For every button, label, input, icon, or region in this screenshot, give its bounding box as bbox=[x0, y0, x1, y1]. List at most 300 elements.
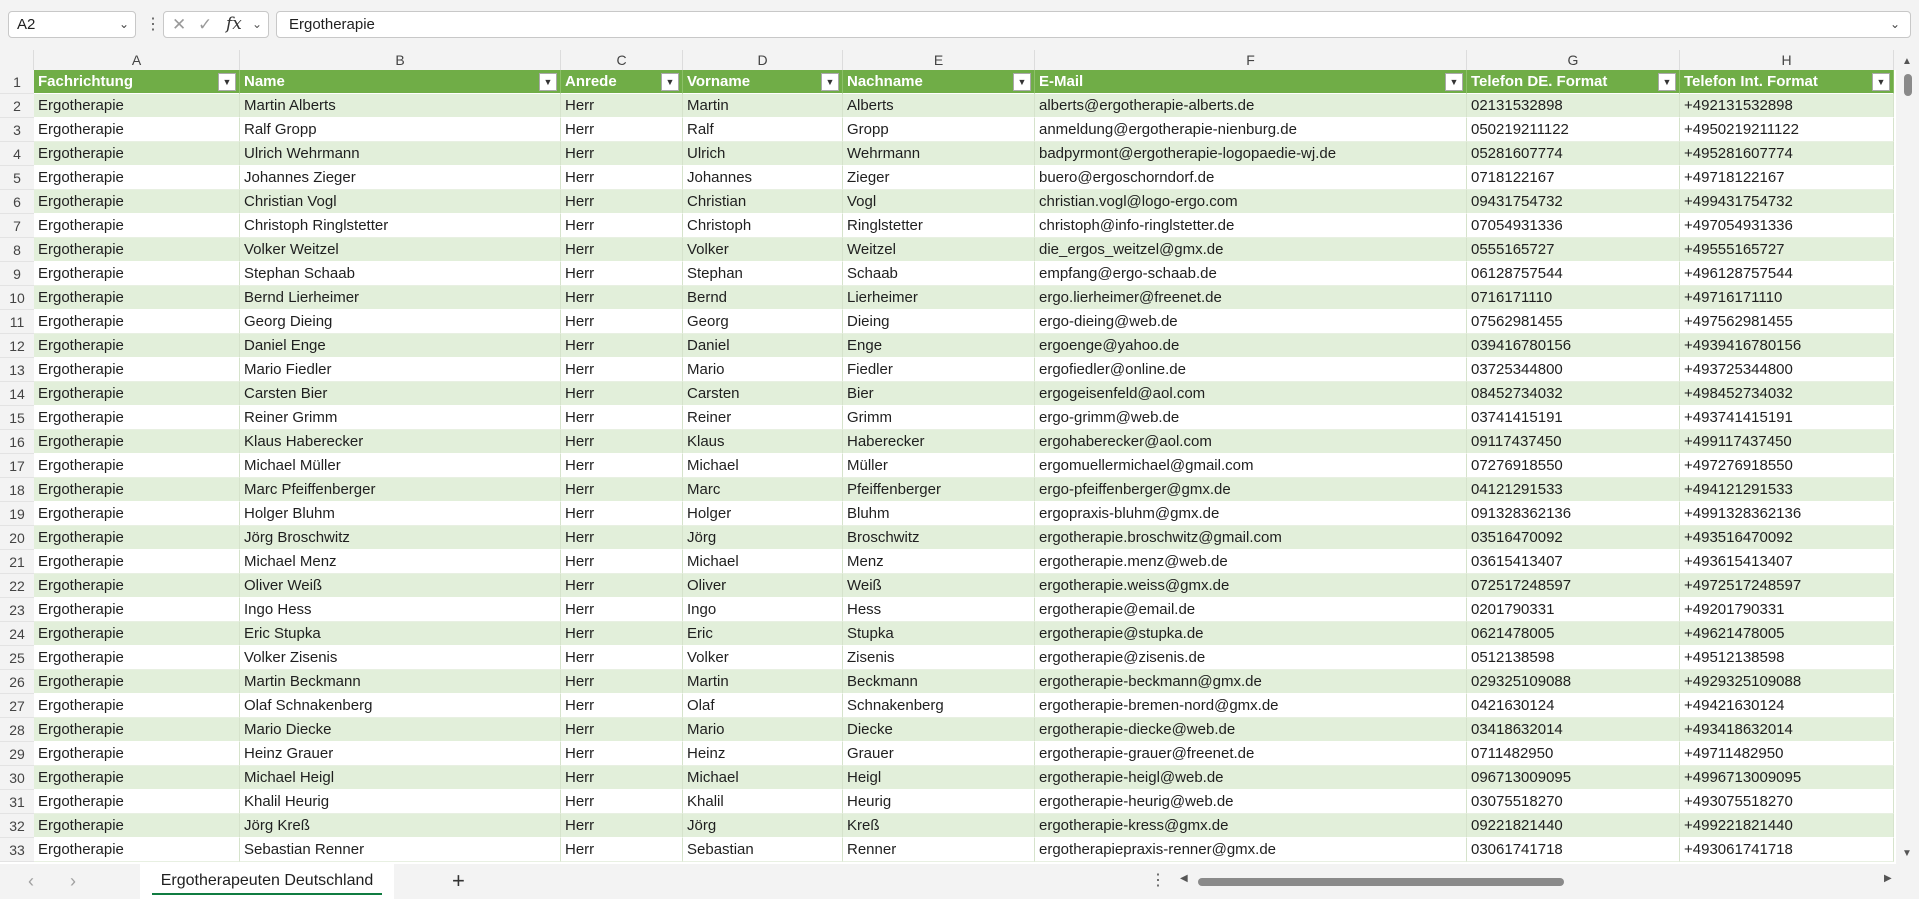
cell[interactable] bbox=[843, 598, 1035, 622]
cell[interactable] bbox=[561, 550, 683, 574]
cell[interactable] bbox=[1467, 670, 1680, 694]
cell[interactable] bbox=[1035, 622, 1467, 646]
cell[interactable] bbox=[1035, 142, 1467, 166]
cell[interactable] bbox=[1680, 622, 1894, 646]
header-cell[interactable] bbox=[1467, 70, 1680, 94]
row-number[interactable]: 12 bbox=[0, 334, 34, 358]
cell[interactable] bbox=[683, 166, 843, 190]
row-number[interactable]: 14 bbox=[0, 382, 34, 406]
cell[interactable] bbox=[561, 286, 683, 310]
column-header-d[interactable]: D bbox=[683, 50, 843, 70]
cell[interactable] bbox=[1680, 262, 1894, 286]
cell[interactable] bbox=[843, 838, 1035, 862]
column-header-f[interactable]: F bbox=[1035, 50, 1467, 70]
row-number[interactable]: 13 bbox=[0, 358, 34, 382]
cell[interactable] bbox=[1035, 238, 1467, 262]
cell[interactable] bbox=[561, 406, 683, 430]
row-number[interactable]: 15 bbox=[0, 406, 34, 430]
next-sheet-icon[interactable]: › bbox=[70, 871, 76, 891]
cell[interactable] bbox=[1680, 142, 1894, 166]
cell[interactable] bbox=[1467, 838, 1680, 862]
row-number[interactable]: 3 bbox=[0, 118, 34, 142]
cell[interactable] bbox=[683, 430, 843, 454]
cell[interactable] bbox=[683, 814, 843, 838]
filter-dropdown-icon[interactable]: ▼ bbox=[1445, 73, 1463, 91]
cell[interactable] bbox=[34, 766, 240, 790]
cell[interactable] bbox=[561, 238, 683, 262]
filter-dropdown-icon[interactable]: ▼ bbox=[1872, 73, 1890, 91]
cell[interactable] bbox=[34, 742, 240, 766]
cell[interactable] bbox=[34, 694, 240, 718]
cell[interactable] bbox=[683, 262, 843, 286]
cell[interactable] bbox=[561, 694, 683, 718]
cell[interactable] bbox=[843, 670, 1035, 694]
cell[interactable] bbox=[1680, 286, 1894, 310]
cell[interactable] bbox=[240, 598, 561, 622]
cell[interactable] bbox=[1680, 358, 1894, 382]
cell[interactable] bbox=[1680, 814, 1894, 838]
cell[interactable] bbox=[1680, 550, 1894, 574]
filter-dropdown-icon[interactable]: ▼ bbox=[821, 73, 839, 91]
add-sheet-icon[interactable]: + bbox=[452, 868, 465, 893]
cell[interactable] bbox=[240, 478, 561, 502]
cell[interactable] bbox=[240, 814, 561, 838]
cell[interactable] bbox=[240, 214, 561, 238]
cell[interactable] bbox=[34, 622, 240, 646]
cell[interactable] bbox=[1035, 766, 1467, 790]
cell[interactable] bbox=[1680, 478, 1894, 502]
cell[interactable] bbox=[561, 214, 683, 238]
filter-dropdown-icon[interactable]: ▼ bbox=[661, 73, 679, 91]
row-number[interactable]: 32 bbox=[0, 814, 34, 838]
cell[interactable] bbox=[683, 646, 843, 670]
filter-dropdown-icon[interactable]: ▼ bbox=[1013, 73, 1031, 91]
cell[interactable] bbox=[561, 118, 683, 142]
cell[interactable] bbox=[1467, 646, 1680, 670]
column-header-a[interactable]: A bbox=[34, 50, 240, 70]
cell[interactable] bbox=[843, 214, 1035, 238]
cell[interactable] bbox=[34, 166, 240, 190]
more-vertical-icon[interactable]: ⋮ bbox=[145, 16, 161, 33]
cell[interactable] bbox=[843, 286, 1035, 310]
name-box[interactable] bbox=[8, 11, 136, 38]
cell[interactable] bbox=[683, 190, 843, 214]
cell[interactable] bbox=[1680, 502, 1894, 526]
cell[interactable] bbox=[561, 814, 683, 838]
cell[interactable] bbox=[240, 94, 561, 118]
cell[interactable] bbox=[34, 334, 240, 358]
expand-formula-icon[interactable]: ⌄ bbox=[1889, 17, 1900, 31]
cell[interactable] bbox=[1467, 526, 1680, 550]
cell[interactable] bbox=[1467, 766, 1680, 790]
cell[interactable] bbox=[1035, 406, 1467, 430]
scroll-down-icon[interactable]: ▼ bbox=[1902, 848, 1912, 859]
cell[interactable] bbox=[1467, 598, 1680, 622]
cell[interactable] bbox=[843, 742, 1035, 766]
column-header-e[interactable]: E bbox=[843, 50, 1035, 70]
cell[interactable] bbox=[1035, 574, 1467, 598]
cell[interactable] bbox=[1035, 190, 1467, 214]
row-number[interactable]: 29 bbox=[0, 742, 34, 766]
cell[interactable] bbox=[1467, 430, 1680, 454]
cell[interactable] bbox=[1467, 118, 1680, 142]
cell[interactable] bbox=[34, 190, 240, 214]
cell[interactable] bbox=[561, 382, 683, 406]
row-number[interactable]: 25 bbox=[0, 646, 34, 670]
cell[interactable] bbox=[240, 334, 561, 358]
scroll-up-icon[interactable]: ▲ bbox=[1902, 56, 1912, 67]
cell[interactable] bbox=[1467, 742, 1680, 766]
cell[interactable] bbox=[843, 166, 1035, 190]
row-number[interactable]: 30 bbox=[0, 766, 34, 790]
row-number[interactable]: 8 bbox=[0, 238, 34, 262]
cell[interactable] bbox=[1467, 622, 1680, 646]
cell[interactable] bbox=[1035, 646, 1467, 670]
cell[interactable] bbox=[1467, 574, 1680, 598]
cell[interactable] bbox=[240, 838, 561, 862]
sheet-tab-active[interactable] bbox=[140, 864, 394, 899]
cell[interactable] bbox=[240, 742, 561, 766]
cell[interactable] bbox=[240, 694, 561, 718]
cell[interactable] bbox=[1680, 838, 1894, 862]
cell[interactable] bbox=[561, 790, 683, 814]
cell[interactable] bbox=[561, 742, 683, 766]
cell[interactable] bbox=[1680, 430, 1894, 454]
cell[interactable] bbox=[683, 238, 843, 262]
cell[interactable] bbox=[240, 550, 561, 574]
header-cell[interactable] bbox=[34, 70, 240, 94]
row-number[interactable]: 7 bbox=[0, 214, 34, 238]
cell[interactable] bbox=[843, 382, 1035, 406]
row-number[interactable]: 16 bbox=[0, 430, 34, 454]
cell[interactable] bbox=[561, 670, 683, 694]
cell[interactable] bbox=[240, 646, 561, 670]
cell[interactable] bbox=[683, 334, 843, 358]
cell[interactable] bbox=[683, 310, 843, 334]
cell[interactable] bbox=[240, 358, 561, 382]
cell[interactable] bbox=[1035, 166, 1467, 190]
cell[interactable] bbox=[1680, 238, 1894, 262]
row-number[interactable]: 9 bbox=[0, 262, 34, 286]
cell[interactable] bbox=[34, 454, 240, 478]
cell[interactable] bbox=[240, 118, 561, 142]
cell[interactable] bbox=[34, 670, 240, 694]
cell[interactable] bbox=[1035, 694, 1467, 718]
cell[interactable] bbox=[1467, 142, 1680, 166]
cell[interactable] bbox=[1680, 742, 1894, 766]
cell[interactable] bbox=[34, 550, 240, 574]
scroll-left-icon[interactable]: ◀ bbox=[1180, 873, 1188, 884]
cell[interactable] bbox=[1467, 214, 1680, 238]
row-number[interactable]: 11 bbox=[0, 310, 34, 334]
cell[interactable] bbox=[843, 766, 1035, 790]
cell[interactable] bbox=[34, 262, 240, 286]
cell[interactable] bbox=[843, 502, 1035, 526]
prev-sheet-icon[interactable]: ‹ bbox=[28, 871, 34, 891]
cell[interactable] bbox=[1680, 334, 1894, 358]
cell[interactable] bbox=[843, 646, 1035, 670]
cell[interactable] bbox=[1467, 550, 1680, 574]
cell[interactable] bbox=[240, 142, 561, 166]
row-number[interactable]: 19 bbox=[0, 502, 34, 526]
cell[interactable] bbox=[240, 718, 561, 742]
cell[interactable] bbox=[561, 94, 683, 118]
cell[interactable] bbox=[683, 406, 843, 430]
cell[interactable] bbox=[561, 598, 683, 622]
cell[interactable] bbox=[1035, 838, 1467, 862]
cell[interactable] bbox=[843, 94, 1035, 118]
cell[interactable] bbox=[1035, 214, 1467, 238]
cell[interactable] bbox=[561, 502, 683, 526]
cell[interactable] bbox=[1680, 646, 1894, 670]
cell[interactable] bbox=[240, 574, 561, 598]
header-cell[interactable] bbox=[1035, 70, 1467, 94]
cell[interactable] bbox=[683, 742, 843, 766]
cell[interactable] bbox=[843, 478, 1035, 502]
cell[interactable] bbox=[683, 694, 843, 718]
insert-function-icon[interactable]: fx bbox=[226, 14, 242, 34]
cell[interactable] bbox=[34, 214, 240, 238]
cell[interactable] bbox=[1680, 382, 1894, 406]
cell[interactable] bbox=[1035, 718, 1467, 742]
row-number[interactable]: 26 bbox=[0, 670, 34, 694]
cell[interactable] bbox=[683, 550, 843, 574]
cell[interactable] bbox=[1035, 670, 1467, 694]
cell[interactable] bbox=[561, 310, 683, 334]
cell[interactable] bbox=[240, 238, 561, 262]
header-cell[interactable] bbox=[843, 70, 1035, 94]
row-number[interactable]: 31 bbox=[0, 790, 34, 814]
row-number[interactable]: 5 bbox=[0, 166, 34, 190]
header-cell[interactable] bbox=[561, 70, 683, 94]
row-number[interactable]: 28 bbox=[0, 718, 34, 742]
cell[interactable] bbox=[1680, 766, 1894, 790]
cell[interactable] bbox=[843, 238, 1035, 262]
column-header-b[interactable]: B bbox=[240, 50, 561, 70]
row-number[interactable]: 2 bbox=[0, 94, 34, 118]
cell[interactable] bbox=[843, 526, 1035, 550]
cell[interactable] bbox=[561, 574, 683, 598]
cell[interactable] bbox=[683, 526, 843, 550]
cell[interactable] bbox=[240, 190, 561, 214]
cell[interactable] bbox=[843, 334, 1035, 358]
cell[interactable] bbox=[683, 454, 843, 478]
row-number[interactable]: 6 bbox=[0, 190, 34, 214]
cell[interactable] bbox=[843, 142, 1035, 166]
cell[interactable] bbox=[240, 262, 561, 286]
cell[interactable] bbox=[240, 454, 561, 478]
cell[interactable] bbox=[843, 574, 1035, 598]
cell[interactable] bbox=[1035, 430, 1467, 454]
filter-dropdown-icon[interactable]: ▼ bbox=[218, 73, 236, 91]
header-cell[interactable] bbox=[1680, 70, 1894, 94]
cell[interactable] bbox=[1467, 238, 1680, 262]
cell[interactable] bbox=[561, 622, 683, 646]
cell[interactable] bbox=[843, 406, 1035, 430]
cell[interactable] bbox=[561, 646, 683, 670]
cell[interactable] bbox=[1680, 310, 1894, 334]
cell[interactable] bbox=[1035, 310, 1467, 334]
row-number[interactable]: 17 bbox=[0, 454, 34, 478]
cell[interactable] bbox=[1035, 550, 1467, 574]
cell[interactable] bbox=[843, 550, 1035, 574]
cell[interactable] bbox=[34, 406, 240, 430]
cell[interactable] bbox=[1467, 502, 1680, 526]
cell[interactable] bbox=[34, 94, 240, 118]
cell[interactable] bbox=[1035, 502, 1467, 526]
row-number[interactable]: 4 bbox=[0, 142, 34, 166]
cell[interactable] bbox=[34, 478, 240, 502]
cell[interactable] bbox=[1467, 694, 1680, 718]
cell[interactable] bbox=[1035, 286, 1467, 310]
cell[interactable] bbox=[843, 430, 1035, 454]
cell[interactable] bbox=[843, 718, 1035, 742]
cell[interactable] bbox=[240, 382, 561, 406]
filter-dropdown-icon[interactable]: ▼ bbox=[539, 73, 557, 91]
filter-dropdown-icon[interactable]: ▼ bbox=[1658, 73, 1676, 91]
cell[interactable] bbox=[683, 118, 843, 142]
cell[interactable] bbox=[683, 382, 843, 406]
cell[interactable] bbox=[240, 430, 561, 454]
cell[interactable] bbox=[240, 622, 561, 646]
cell[interactable] bbox=[1467, 310, 1680, 334]
vertical-scrollbar[interactable] bbox=[1896, 50, 1919, 864]
cell[interactable] bbox=[240, 766, 561, 790]
cell[interactable] bbox=[34, 526, 240, 550]
cell[interactable] bbox=[1680, 454, 1894, 478]
row-number[interactable]: 10 bbox=[0, 286, 34, 310]
cancel-icon[interactable]: ✕ bbox=[172, 15, 187, 34]
row-number[interactable]: 27 bbox=[0, 694, 34, 718]
cell[interactable] bbox=[683, 598, 843, 622]
cell[interactable] bbox=[240, 670, 561, 694]
row-number[interactable]: 33 bbox=[0, 838, 34, 862]
row-number[interactable]: 1 bbox=[0, 70, 34, 94]
scroll-right-icon[interactable]: ▶ bbox=[1884, 873, 1892, 884]
cell[interactable] bbox=[683, 286, 843, 310]
cell[interactable] bbox=[240, 310, 561, 334]
cell[interactable] bbox=[683, 358, 843, 382]
vertical-scroll-thumb[interactable] bbox=[1904, 74, 1912, 96]
cell[interactable] bbox=[843, 454, 1035, 478]
cell[interactable] bbox=[561, 766, 683, 790]
cell[interactable] bbox=[1467, 190, 1680, 214]
cell[interactable] bbox=[561, 454, 683, 478]
cell[interactable] bbox=[843, 694, 1035, 718]
formula-input[interactable] bbox=[276, 11, 1911, 38]
cell[interactable] bbox=[1467, 166, 1680, 190]
cell[interactable] bbox=[683, 142, 843, 166]
cell[interactable] bbox=[1467, 406, 1680, 430]
cell[interactable] bbox=[843, 310, 1035, 334]
cell[interactable] bbox=[34, 574, 240, 598]
cell[interactable] bbox=[240, 790, 561, 814]
row-number[interactable]: 24 bbox=[0, 622, 34, 646]
cell[interactable] bbox=[1680, 670, 1894, 694]
row-number[interactable]: 18 bbox=[0, 478, 34, 502]
cell[interactable] bbox=[34, 358, 240, 382]
cell[interactable] bbox=[34, 814, 240, 838]
cell[interactable] bbox=[843, 190, 1035, 214]
row-number[interactable]: 20 bbox=[0, 526, 34, 550]
cell[interactable] bbox=[34, 502, 240, 526]
cell[interactable] bbox=[34, 118, 240, 142]
cell[interactable] bbox=[561, 718, 683, 742]
cell[interactable] bbox=[1035, 334, 1467, 358]
cell[interactable] bbox=[1680, 214, 1894, 238]
cell[interactable] bbox=[1467, 790, 1680, 814]
cell[interactable] bbox=[240, 406, 561, 430]
cell[interactable] bbox=[683, 94, 843, 118]
cell[interactable] bbox=[1467, 382, 1680, 406]
cell[interactable] bbox=[683, 502, 843, 526]
cell[interactable] bbox=[34, 142, 240, 166]
cell[interactable] bbox=[34, 646, 240, 670]
cell[interactable] bbox=[1035, 358, 1467, 382]
column-header-h[interactable]: H bbox=[1680, 50, 1894, 70]
cell[interactable] bbox=[34, 790, 240, 814]
cell[interactable] bbox=[1035, 814, 1467, 838]
cell[interactable] bbox=[1035, 598, 1467, 622]
row-number[interactable]: 21 bbox=[0, 550, 34, 574]
cell[interactable] bbox=[843, 814, 1035, 838]
cell[interactable] bbox=[683, 838, 843, 862]
cell[interactable] bbox=[561, 358, 683, 382]
cell[interactable] bbox=[561, 478, 683, 502]
cell[interactable] bbox=[843, 790, 1035, 814]
cell[interactable] bbox=[34, 598, 240, 622]
cell[interactable] bbox=[561, 334, 683, 358]
cell[interactable] bbox=[561, 262, 683, 286]
cell[interactable] bbox=[1035, 478, 1467, 502]
column-header-g[interactable]: G bbox=[1467, 50, 1680, 70]
cell[interactable] bbox=[1035, 94, 1467, 118]
more-vertical-icon[interactable]: ⋮ bbox=[1150, 872, 1166, 889]
cell[interactable] bbox=[1680, 94, 1894, 118]
cell[interactable] bbox=[1680, 166, 1894, 190]
column-header-c[interactable]: C bbox=[561, 50, 683, 70]
cell[interactable] bbox=[240, 526, 561, 550]
cell[interactable] bbox=[683, 214, 843, 238]
chevron-down-icon[interactable]: ⌄ bbox=[118, 17, 129, 31]
cell[interactable] bbox=[1467, 814, 1680, 838]
cell[interactable] bbox=[240, 502, 561, 526]
cell[interactable] bbox=[683, 670, 843, 694]
cell[interactable] bbox=[1467, 94, 1680, 118]
cell[interactable] bbox=[683, 766, 843, 790]
cell[interactable] bbox=[1680, 190, 1894, 214]
horizontal-scroll-thumb[interactable] bbox=[1198, 878, 1564, 886]
cell[interactable] bbox=[1680, 526, 1894, 550]
cell[interactable] bbox=[561, 166, 683, 190]
cell[interactable] bbox=[683, 718, 843, 742]
cell[interactable] bbox=[1467, 334, 1680, 358]
cell[interactable] bbox=[34, 718, 240, 742]
cell[interactable] bbox=[34, 286, 240, 310]
chevron-down-icon[interactable]: ⌄ bbox=[252, 17, 263, 31]
cell[interactable] bbox=[843, 622, 1035, 646]
cell[interactable] bbox=[561, 142, 683, 166]
cell[interactable] bbox=[1035, 118, 1467, 142]
header-cell[interactable] bbox=[240, 70, 561, 94]
cell[interactable] bbox=[240, 166, 561, 190]
cell[interactable] bbox=[843, 358, 1035, 382]
select-all-corner[interactable] bbox=[0, 50, 34, 70]
cell[interactable] bbox=[1680, 790, 1894, 814]
cell[interactable] bbox=[1680, 694, 1894, 718]
cell[interactable] bbox=[1035, 262, 1467, 286]
cell[interactable] bbox=[1035, 742, 1467, 766]
